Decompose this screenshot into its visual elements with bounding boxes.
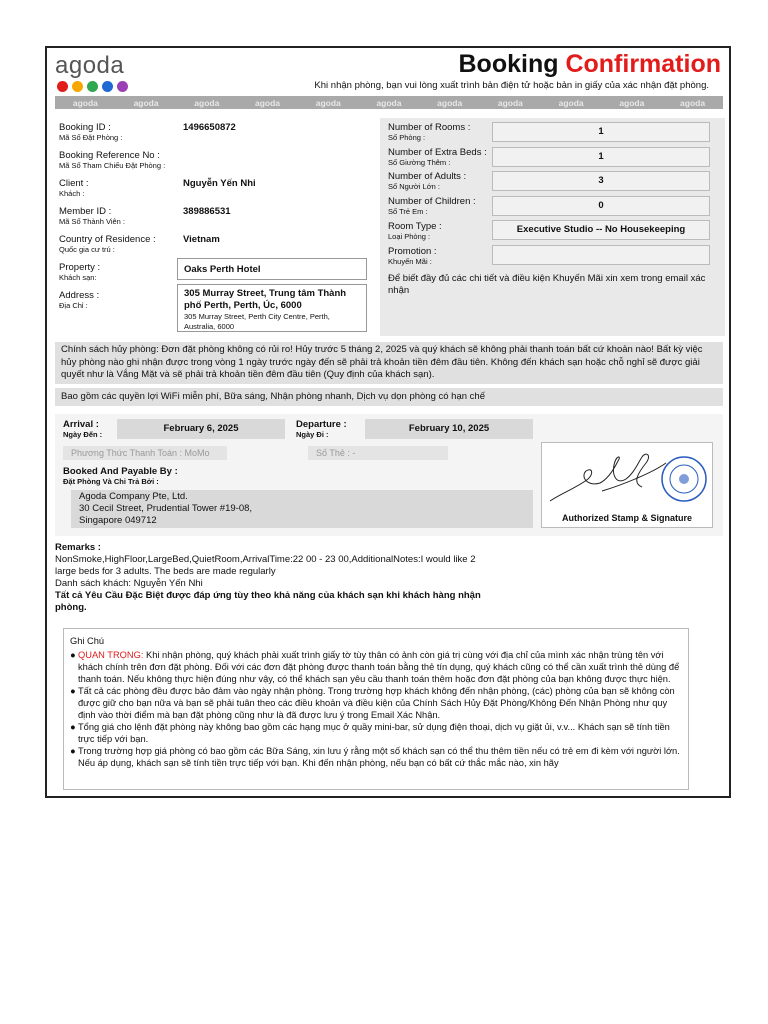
benefits-text: Bao gồm các quyền lợi WiFi miễn phí, Bữa sáng, Nhận phòng nhanh, Dịch vụ dọn phòng có hạn chế bbox=[55, 388, 723, 406]
address-label: Address : bbox=[59, 290, 100, 301]
booking-details bbox=[55, 118, 375, 336]
band-item: agoda bbox=[376, 97, 402, 108]
agoda-logo-dots bbox=[57, 81, 128, 92]
band-item: agoda bbox=[497, 97, 523, 108]
address-small-line2: Australia, 6000 bbox=[184, 321, 235, 331]
stay-block bbox=[55, 414, 723, 536]
children-value: 0 bbox=[492, 196, 710, 216]
property-label: Property : bbox=[59, 262, 101, 273]
remarks-section bbox=[55, 542, 495, 614]
client-sublabel: Khách : bbox=[59, 189, 85, 198]
company-line1: Agoda Company Pte, Ltd. bbox=[79, 491, 188, 502]
band-item: agoda bbox=[133, 97, 159, 108]
address-value-line2: phố Perth, Perth, Úc, 6000 bbox=[184, 300, 302, 311]
title-red: Confirmation bbox=[565, 50, 721, 78]
departure-label: Departure : bbox=[296, 419, 347, 430]
agoda-logo-text: agoda bbox=[55, 52, 125, 79]
extra-beds-value: 1 bbox=[492, 147, 710, 167]
arrival-sublabel: Ngày Đến : bbox=[63, 430, 103, 439]
band-item: agoda bbox=[194, 97, 220, 108]
member-id-label: Member ID : bbox=[59, 206, 112, 217]
booking-id-sublabel: Mã Số Đặt Phòng : bbox=[59, 133, 123, 142]
note-important: QUAN TRỌNG: bbox=[78, 650, 144, 660]
booked-by-label: Booked And Payable By : bbox=[63, 466, 178, 477]
promotion-value bbox=[492, 245, 710, 265]
rooms-value: 1 bbox=[492, 122, 710, 142]
page-title bbox=[459, 50, 722, 79]
notes-box bbox=[63, 628, 689, 790]
booked-by-sublabel: Đặt Phòng Và Chi Trả Bởi : bbox=[63, 477, 159, 486]
country-value: Vietnam bbox=[183, 234, 220, 245]
extra-beds-sublabel: Số Giường Thêm : bbox=[388, 158, 451, 167]
company-line2: 30 Cecil Street, Prudential Tower #19-08, bbox=[79, 503, 253, 514]
bullet-icon: ● bbox=[70, 722, 76, 732]
note-item-4-text: Trong trường hợp giá phòng có bao gồm các Bữa Sáng, xin lưu ý rằng một số khách sạn có thể thu thêm tiền nếu có trẻ em đi kèm với người lớn. Nếu áp dụng, khách sạn sẽ tính tiền trực tiếp với bạn. Khi đến nhận phòng, nếu bạn có bất cứ thắc mắc nào, xin hãy bbox=[78, 746, 680, 768]
address-small-line1: 305 Murray Street, Perth City Centre, Perth, bbox=[184, 312, 330, 321]
booking-ref-label: Booking Reference No : bbox=[59, 150, 160, 161]
signature-stamp-icon bbox=[542, 443, 712, 513]
payment-method: Phương Thức Thanh Toán : MoMo bbox=[63, 446, 227, 460]
room-type-value: Executive Studio -- No Housekeeping bbox=[492, 220, 710, 240]
remarks-guests: Danh sách khách: Nguyễn Yến Nhi bbox=[55, 578, 203, 589]
address-value-line1: 305 Murray Street, Trung tâm Thành bbox=[184, 288, 347, 299]
card-number: Số Thẻ : - bbox=[308, 446, 448, 460]
arrival-label: Arrival : bbox=[63, 419, 99, 430]
room-type-label: Room Type : bbox=[388, 221, 442, 232]
rooms-sublabel: Số Phòng : bbox=[388, 133, 426, 142]
note-item-1 bbox=[70, 649, 682, 685]
departure-sublabel: Ngày Đi : bbox=[296, 430, 329, 439]
stamp-caption: Authorized Stamp & Signature bbox=[561, 513, 692, 523]
promotion-sublabel: Khuyến Mãi : bbox=[388, 257, 432, 266]
property-value: Oaks Perth Hotel bbox=[184, 264, 261, 275]
stamp-signature-box bbox=[541, 442, 713, 528]
band-item: agoda bbox=[315, 97, 341, 108]
arrival-date: February 6, 2025 bbox=[117, 419, 285, 439]
note-item-3 bbox=[70, 721, 682, 745]
note-item-3-text: Tổng giá cho lệnh đặt phòng này không bao gồm các hạng mục ở quầy mini-bar, sử dụng điện thoại, dịch vụ giặt ủi, v.v... Khách sạn sẽ tính tiền trực tiếp với bạn. bbox=[78, 722, 670, 744]
address-box bbox=[177, 284, 367, 332]
promotion-note: Để biết đầy đủ các chi tiết và điều kiện Khuyến Mãi xin xem trong email xác nhận bbox=[388, 273, 706, 296]
cancellation-policy: Chính sách hủy phòng: Đơn đặt phòng không có rủi ro! Hủy trước 5 tháng 2, 2025 và quý khách sẽ không phải thanh toán bất cứ khoản nào! Bất kỳ việc hủy phòng nào ghi nhận được trong vòng 1 ngày trước ngày đến sẽ phải trả khoản tiền đêm đầu tiên. Không đến khách sạn hoặc chỗ nghỉ sẽ được giải quyết như là Vắng Mặt và sẽ phải trả khoản tiền đêm đầu tiên (Quy định của khách sạn). bbox=[55, 342, 723, 384]
adults-value: 3 bbox=[492, 171, 710, 191]
page-subtitle: Khi nhận phòng, bạn vui lòng xuất trình bản điện tử hoặc bản in giấy của xác nhận đặt phòng. bbox=[314, 80, 709, 91]
booking-id-label: Booking ID : bbox=[59, 122, 111, 133]
agoda-band bbox=[55, 96, 723, 109]
adults-label: Number of Adults : bbox=[388, 171, 467, 182]
logo-dot-red bbox=[57, 81, 68, 92]
property-sublabel: Khách sạn: bbox=[59, 273, 97, 282]
remarks-special: Tất cả Yêu Cầu Đặc Biệt được đáp ứng tùy theo khả năng của khách sạn khi khách hàng nhận phòng. bbox=[55, 590, 481, 613]
country-sublabel: Quốc gia cư trú : bbox=[59, 245, 115, 254]
departure-date: February 10, 2025 bbox=[365, 419, 533, 439]
bullet-icon: ● bbox=[70, 746, 76, 756]
children-sublabel: Số Trẻ Em : bbox=[388, 207, 428, 216]
remarks-line2: large beds for 3 adults. The beds are made regularly bbox=[55, 566, 276, 577]
notes-title: Ghi Chú bbox=[70, 636, 105, 646]
note-item-4 bbox=[70, 745, 682, 769]
address-sublabel: Địa Chỉ : bbox=[59, 301, 88, 310]
country-label: Country of Residence : bbox=[59, 234, 156, 245]
logo-dot-green bbox=[87, 81, 98, 92]
band-item: agoda bbox=[619, 97, 645, 108]
room-type-sublabel: Loại Phòng : bbox=[388, 232, 431, 241]
property-box bbox=[177, 258, 367, 280]
promotion-label: Promotion : bbox=[388, 246, 437, 257]
client-label: Client : bbox=[59, 178, 89, 189]
band-item: agoda bbox=[255, 97, 281, 108]
booking-id-value: 1496650872 bbox=[183, 122, 236, 133]
company-box bbox=[71, 490, 533, 528]
member-id-sublabel: Mã Số Thành Viên : bbox=[59, 217, 126, 226]
title-black: Booking bbox=[458, 50, 559, 78]
booking-ref-sublabel: Mã Số Tham Chiếu Đặt Phòng : bbox=[59, 161, 166, 170]
booking-confirmation-sheet bbox=[45, 46, 731, 798]
logo-dot-purple bbox=[117, 81, 128, 92]
member-id-value: 389886531 bbox=[183, 206, 231, 217]
note-item-2-text: Tất cả các phòng đều được bảo đảm vào ngày nhận phòng. Trong trường hợp khách không đến nhận phòng, (các) phòng của bạn sẽ không còn được giữ cho bạn nữa và bạn sẽ phải tuân theo các điều khoản và điều kiện của Chính Sách Hủy Đặt Phòng/Không Đến Nhận Phòng như quy định vào thời điểm mà bạn đặt phòng cũng như là đã được lưu ý trong Email Xác Nhận. bbox=[78, 686, 675, 720]
band-item: agoda bbox=[72, 97, 98, 108]
children-label: Number of Children : bbox=[388, 196, 476, 207]
extra-beds-label: Number of Extra Beds : bbox=[388, 147, 487, 158]
note-item-2 bbox=[70, 685, 682, 721]
band-item: agoda bbox=[437, 97, 463, 108]
remarks-line1: NonSmoke,HighFloor,LargeBed,QuietRoom,ArrivalTime:22 00 - 23 00,AdditionalNotes:I would like 2 bbox=[55, 554, 476, 565]
logo-dot-blue bbox=[102, 81, 113, 92]
band-item: agoda bbox=[558, 97, 584, 108]
company-line3: Singapore 049712 bbox=[79, 515, 157, 526]
room-details bbox=[380, 118, 725, 336]
adults-sublabel: Số Người Lớn : bbox=[388, 182, 440, 191]
logo-dot-orange bbox=[72, 81, 83, 92]
bullet-icon: ● bbox=[70, 686, 76, 696]
note-item-1-text: Khi nhận phòng, quý khách phải xuất trình giấy tờ tùy thân có ảnh còn giá trị cùng với địa chỉ của mình xác nhận trùng tên với khách chính trên đơn đặt phòng. Đối với các đơn đặt phòng được thanh toán bằng thẻ tín dụng, quý khách cũng có thể cần xuất trình thẻ dùng để thanh toán. Nếu không thực hiện đúng như vậy, có thể khách sạn yêu cầu thanh toán thêm hoặc đơn đặt phòng của bạn không được thực hiện. bbox=[78, 650, 680, 684]
bullet-icon: ● bbox=[70, 650, 76, 660]
rooms-label: Number of Rooms : bbox=[388, 122, 471, 133]
client-value: Nguyễn Yến Nhi bbox=[183, 178, 256, 189]
remarks-label: Remarks : bbox=[55, 542, 101, 553]
band-item: agoda bbox=[680, 97, 706, 108]
